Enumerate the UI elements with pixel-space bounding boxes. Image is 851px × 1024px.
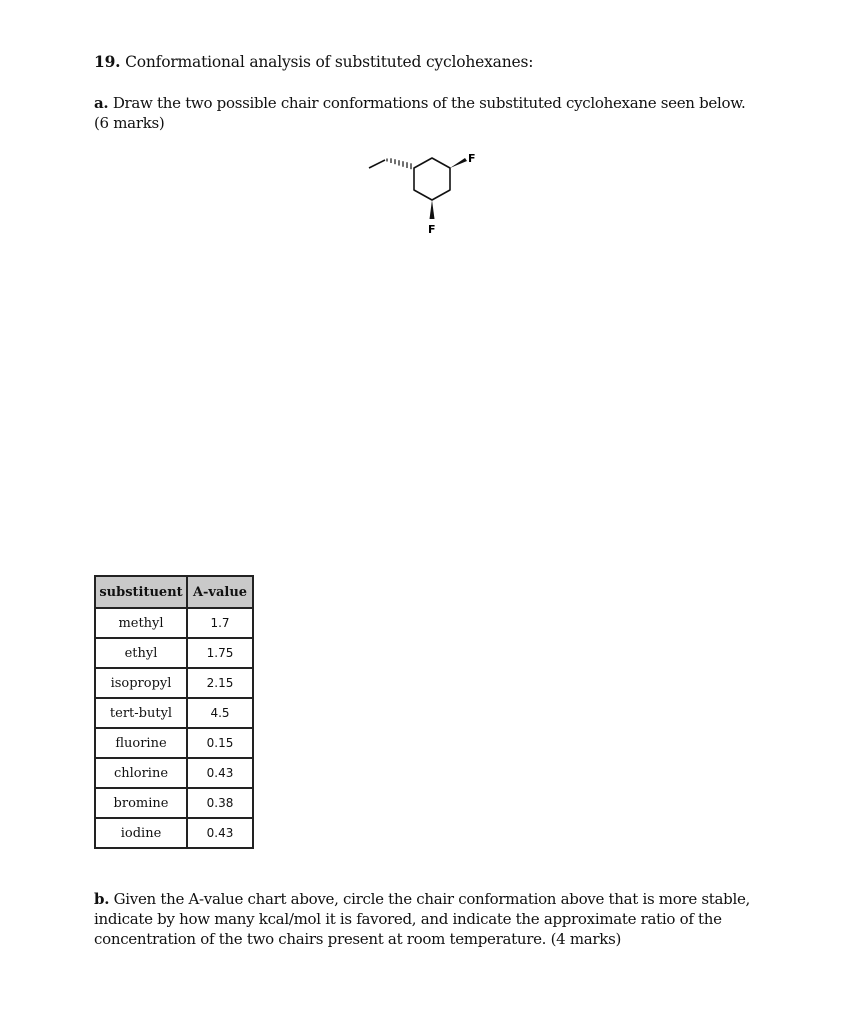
substituent-cell: bromine bbox=[95, 788, 187, 818]
substituent-cell: methyl bbox=[95, 608, 187, 638]
table-row bbox=[95, 698, 253, 728]
table-row bbox=[95, 728, 253, 758]
substituent-cell: tert-butyl bbox=[95, 698, 187, 728]
substituent-cell: chlorine bbox=[95, 758, 187, 788]
a-value-cell: 0.15 bbox=[187, 728, 253, 758]
substituent-cell: isopropyl bbox=[95, 668, 187, 698]
ethyl-bond bbox=[369, 160, 385, 168]
a-value-cell: 0.43 bbox=[187, 818, 253, 848]
table-header-row bbox=[95, 576, 253, 608]
a-value-cell: 1.75 bbox=[187, 638, 253, 668]
table-row bbox=[95, 668, 253, 698]
part-a-label: a. bbox=[94, 94, 109, 112]
table-row bbox=[95, 788, 253, 818]
part-a-text: Draw the two possible chair conformations of the substituted cyclohexane seen below. (6 marks) bbox=[94, 94, 746, 132]
substituent-cell: ethyl bbox=[95, 638, 187, 668]
fluorine-label-right: F bbox=[468, 152, 476, 165]
substituent-cell: fluorine bbox=[95, 728, 187, 758]
fluorine-wedge-bottom bbox=[430, 200, 435, 219]
header-substituent: substituent bbox=[95, 576, 187, 608]
ethyl-hashed-wedge bbox=[387, 158, 411, 169]
a-value-cell: 1.7 bbox=[187, 608, 253, 638]
question-title bbox=[94, 52, 533, 71]
part-b-label: b. bbox=[94, 890, 110, 908]
a-value-table bbox=[94, 575, 254, 849]
part-b bbox=[94, 889, 754, 949]
part-a bbox=[94, 93, 754, 133]
question-title-text: Conformational analysis of substituted cyclohexanes: bbox=[125, 53, 534, 71]
part-b-text: Given the A-value chart above, circle the chair conformation above that is more stable, indicate by how many kcal/mol it is favored, and indicate the approximate ratio of the concentration of the two chairs present at room temperature. (4 marks) bbox=[94, 890, 750, 948]
table-row bbox=[95, 608, 253, 638]
question-number: 19. bbox=[94, 52, 121, 71]
header-a-value: A-value bbox=[187, 576, 253, 608]
table-row bbox=[95, 818, 253, 848]
table-row bbox=[95, 638, 253, 668]
fluorine-label-bottom: F bbox=[428, 223, 436, 236]
cyclohexane-ring bbox=[414, 158, 450, 200]
substituent-cell: iodine bbox=[95, 818, 187, 848]
a-value-cell: 0.38 bbox=[187, 788, 253, 818]
cyclohexane-structure bbox=[360, 148, 490, 240]
a-value-cell: 2.15 bbox=[187, 668, 253, 698]
table-row bbox=[95, 758, 253, 788]
fluorine-wedge-right bbox=[450, 158, 467, 168]
a-value-cell: 4.5 bbox=[187, 698, 253, 728]
a-value-cell: 0.43 bbox=[187, 758, 253, 788]
